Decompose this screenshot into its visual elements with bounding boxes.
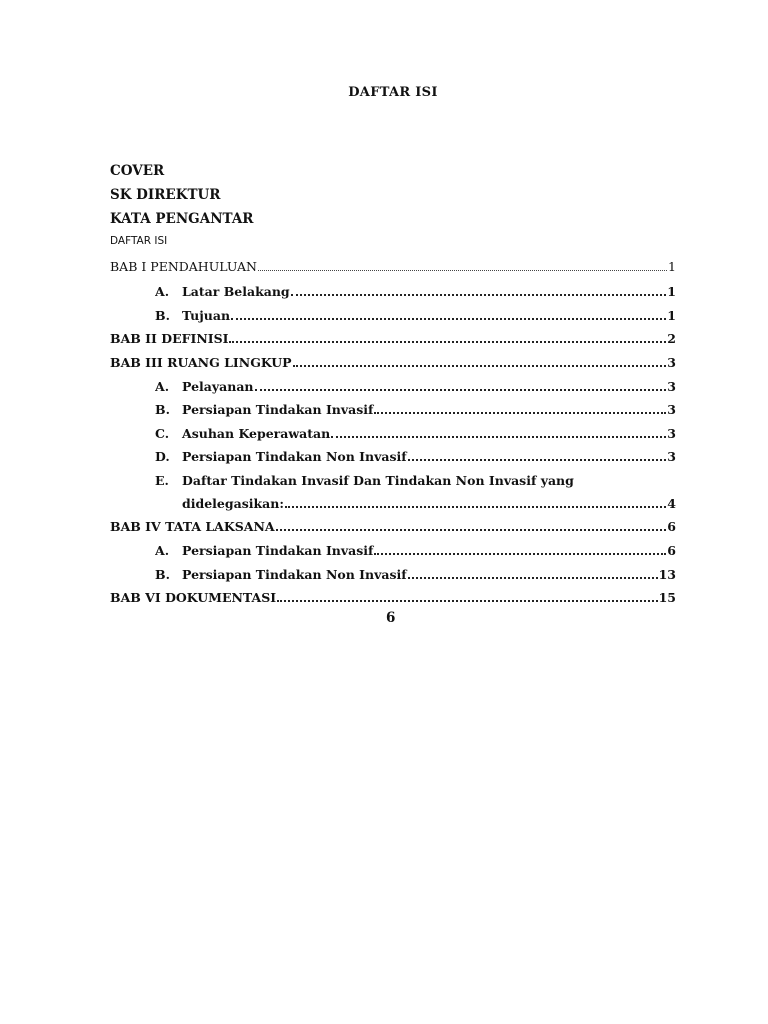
dot-leader <box>408 459 667 461</box>
toc-entry <box>155 470 676 488</box>
front-item-cover: COVER <box>110 163 165 179</box>
front-item-sk-direktur: SK DIREKTUR <box>110 187 221 203</box>
toc-entry <box>155 423 676 441</box>
toc-entry <box>155 281 676 299</box>
toc-entry <box>182 493 676 511</box>
toc-entry-text: BAB VI DOKUMENTASI <box>110 590 277 605</box>
toc-entry-page: 13 <box>658 567 676 582</box>
dot-leader <box>255 389 667 391</box>
toc-entry-page: 3 <box>667 426 676 441</box>
dot-leader <box>285 506 666 508</box>
toc-entry <box>110 256 676 274</box>
toc-entry-letter: E. <box>155 473 169 488</box>
toc-entry-letter: B. <box>155 567 170 582</box>
page-title: DAFTAR ISI <box>348 85 438 100</box>
toc-entry <box>155 446 676 464</box>
toc-entry-text: Pelayanan <box>182 379 254 394</box>
toc-entry-text: BAB IV TATA LAKSANA <box>110 519 275 534</box>
dot-leader <box>229 341 666 343</box>
toc-entry-text: Persiapan Tindakan Non Invasif <box>182 567 407 582</box>
toc-entry-page: 3 <box>667 449 676 464</box>
toc-entry-page: 1 <box>667 284 676 299</box>
toc-entry-text: BAB II DEFINISI <box>110 331 229 346</box>
toc-entry-text: Tujuan <box>182 308 231 323</box>
toc-entry-text: didelegasikan: <box>182 496 284 511</box>
dot-leader <box>293 365 667 367</box>
toc-entry-page: 3 <box>667 379 676 394</box>
toc-entry-letter: D. <box>155 449 170 464</box>
toc-entry <box>155 540 676 558</box>
toc-entry-page: 6 <box>667 519 676 534</box>
toc-entry <box>155 564 676 582</box>
toc-entry-letter: B. <box>155 308 170 323</box>
toc-entry-text: Daftar Tindakan Invasif Dan Tindakan Non Invasif yang <box>182 473 574 488</box>
toc-entry <box>155 376 676 394</box>
front-item-daftar-isi: DAFTAR ISI <box>110 235 168 247</box>
dot-leader <box>331 436 666 438</box>
dot-leader <box>276 529 667 531</box>
front-item-kata-pengantar: KATA PENGANTAR <box>110 211 254 227</box>
toc-entry <box>155 399 676 417</box>
toc-entry-letter: A. <box>155 379 170 394</box>
dot-leader <box>374 553 666 555</box>
toc-entry-page: 2 <box>667 331 676 346</box>
dot-leader <box>408 577 658 579</box>
toc-entry-page: 3 <box>667 355 676 370</box>
toc-entry-page: 6 <box>667 543 676 558</box>
dot-leader <box>374 412 666 414</box>
toc-entry-text: BAB I PENDAHULUAN <box>110 259 257 274</box>
dot-leader <box>291 294 667 296</box>
toc-entry <box>110 516 676 534</box>
toc-entry-text: Persiapan Tindakan Invasif <box>182 402 374 417</box>
toc-entry-text: BAB III RUANG LINGKUP <box>110 355 292 370</box>
toc-entry-page: 1 <box>668 259 676 274</box>
toc-entry-page: 3 <box>667 402 676 417</box>
toc-entry-text: Latar Belakang <box>182 284 290 299</box>
dot-leader <box>258 270 667 271</box>
toc-entry-letter: A. <box>155 543 170 558</box>
dot-leader <box>277 600 657 602</box>
toc-entry-text: Asuhan Keperawatan <box>182 426 331 441</box>
toc-entry <box>155 305 676 323</box>
toc-entry-text: Persiapan Tindakan Non Invasif <box>182 449 407 464</box>
toc-entry-page: 15 <box>658 590 676 605</box>
toc-entry <box>110 328 676 346</box>
toc-entry <box>110 352 676 370</box>
toc-entry <box>110 587 676 605</box>
toc-entry-letter: C. <box>155 426 170 441</box>
toc-entry-letter: B. <box>155 402 170 417</box>
dot-leader <box>231 318 666 320</box>
toc-entry-letter: A. <box>155 284 170 299</box>
page-number: 6 <box>386 610 396 626</box>
toc-entry-text: Persiapan Tindakan Invasif <box>182 543 374 558</box>
toc-entry-page: 4 <box>667 496 676 511</box>
toc-entry-page: 1 <box>667 308 676 323</box>
